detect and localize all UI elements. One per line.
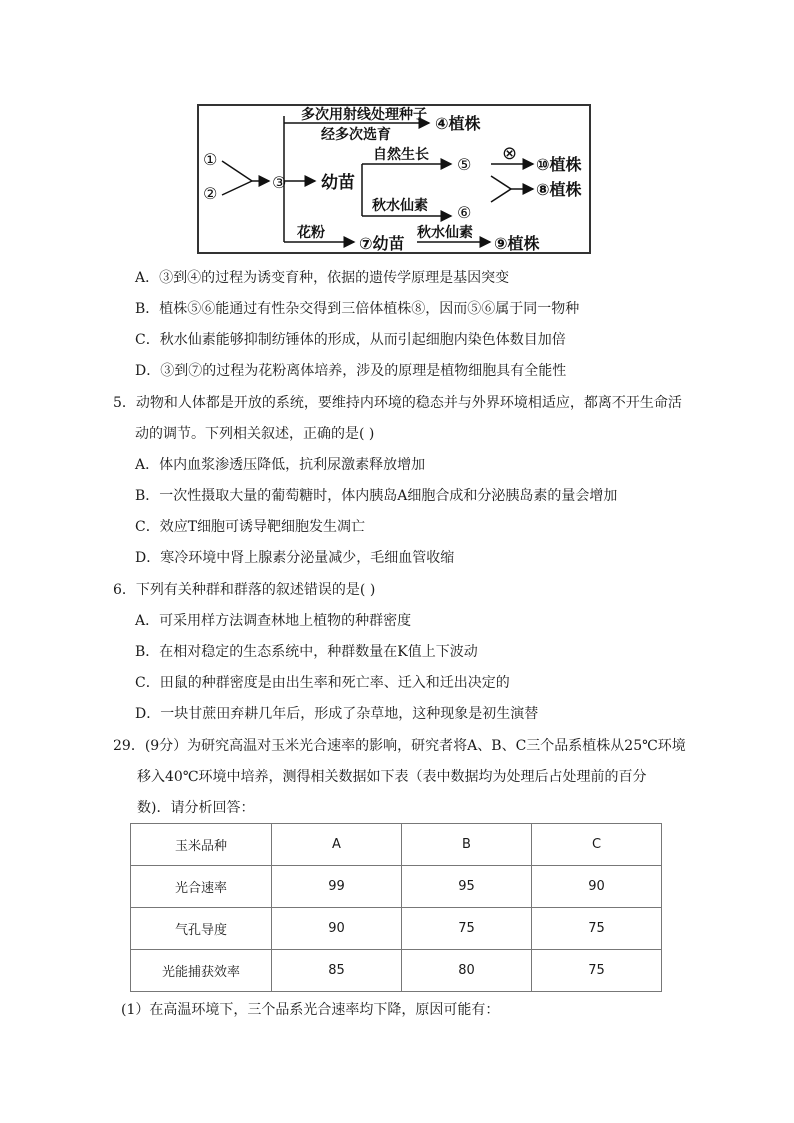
node-5: ⑤	[457, 155, 472, 174]
label-colchicine-2: 秋水仙素	[417, 225, 473, 241]
q29-sub-question-1: (1）在高温环境下，三个品系光合速率均下降，原因可能有：	[121, 1002, 500, 1018]
q5-stem-line1: 5．动物和人体都是开放的系统，要维持内环境的稳态并与外界环境相适应，都离不开生命活	[113, 395, 682, 411]
table-cell: 气孔导度	[131, 908, 272, 950]
q5-stem-line2: 动的调节。下列相关叙述，正确的是( )	[135, 426, 375, 442]
q5-option-d: D．寒冷环境中肾上腺素分泌量减少，毛细血管收缩	[135, 550, 455, 566]
breeding-diagram	[197, 104, 591, 254]
merge-line-1	[222, 161, 252, 181]
label-select: 经多次选育	[321, 127, 391, 143]
table-cell: 光能捕获效率	[131, 950, 272, 992]
q6-option-b: B．在相对稳定的生态系统中，种群数量在K值上下波动	[135, 644, 478, 660]
table-cell: 80	[402, 950, 532, 992]
node-1: ①	[203, 150, 218, 169]
node-3: ③	[272, 173, 287, 192]
label-pollen: 花粉	[297, 225, 325, 241]
label-radiation: 多次用射线处理种子	[301, 107, 427, 123]
table-row	[131, 908, 662, 950]
merge-line-3	[491, 176, 511, 189]
q29-stem-line3: 数)．请分析回答：	[137, 800, 255, 816]
q29-stem-line1: 29．(9分）为研究高温对玉米光合速率的影响，研究者将A、B、C三个品系植株从25℃环境	[113, 738, 686, 754]
table-cell: 99	[272, 866, 402, 908]
table-cell: 光合速率	[131, 866, 272, 908]
node-2: ②	[203, 184, 218, 203]
table-cell: 75	[532, 908, 662, 950]
table-cell: 90	[532, 866, 662, 908]
q6-option-a: A．可采用样方法调查林地上植物的种群密度	[135, 613, 412, 629]
table-cell: 75	[402, 908, 532, 950]
plant-10: ⑩植株	[536, 155, 582, 174]
seedling: 幼苗	[321, 173, 355, 193]
q4-option-c: C．秋水仙素能够抑制纺锤体的形成，从而引起细胞内染色体数目加倍	[135, 332, 566, 348]
plant-4: ④植株	[435, 114, 481, 133]
diagram-frame	[198, 105, 590, 253]
table-cell: 95	[402, 866, 532, 908]
merge-line-2	[222, 181, 252, 195]
q4-option-b: B．植株⑤⑥能通过有性杂交得到三倍体植株⑧，因而⑤⑥属于同一物种	[135, 301, 580, 317]
q29-stem-line2: 移入40℃环境中培养，测得相关数据如下表（表中数据均为处理后占处理前的百分	[137, 769, 647, 785]
cross-symbol: ⊗	[502, 143, 518, 164]
label-natural: 自然生长	[373, 147, 429, 163]
q6-option-c: C．田鼠的种群密度是由出生率和死亡率、迁入和迁出决定的	[135, 675, 510, 691]
q5-option-c: C．效应T细胞可诱导靶细胞发生凋亡	[135, 519, 366, 535]
header-cell: C	[532, 824, 662, 866]
q5-option-a: A．体内血浆渗透压降低，抗利尿激素释放增加	[135, 457, 426, 473]
plant-8: ⑧植株	[536, 180, 582, 199]
q6-option-d: D．一块甘蔗田弃耕几年后，形成了杂草地，这种现象是初生演替	[135, 706, 539, 722]
table-cell: 75	[532, 950, 662, 992]
table-header-row	[131, 824, 662, 866]
table-row	[131, 950, 662, 992]
header-cell: B	[402, 824, 532, 866]
table-cell: 90	[272, 908, 402, 950]
q29-data-table	[130, 823, 662, 992]
q4-option-a: A．③到④的过程为诱变育种，依据的遗传学原理是基因突变	[135, 270, 510, 286]
plant-9: ⑨植株	[494, 234, 540, 253]
table-cell: 85	[272, 950, 402, 992]
header-cell: A	[272, 824, 402, 866]
merge-line-4	[491, 189, 511, 202]
seedling-7: ⑦幼苗	[359, 234, 405, 253]
q4-option-d: D．③到⑦的过程为花粉离体培养，涉及的原理是植物细胞具有全能性	[135, 363, 567, 379]
header-cell: 玉米品种	[131, 824, 272, 866]
label-colchicine: 秋水仙素	[372, 198, 428, 214]
q5-option-b: B．一次性摄取大量的葡萄糖时，体内胰岛A细胞合成和分泌胰岛素的量会增加	[135, 488, 618, 504]
q6-stem: 6．下列有关种群和群落的叙述错误的是( )	[113, 582, 376, 598]
table-row	[131, 866, 662, 908]
node-6: ⑥	[457, 203, 472, 222]
